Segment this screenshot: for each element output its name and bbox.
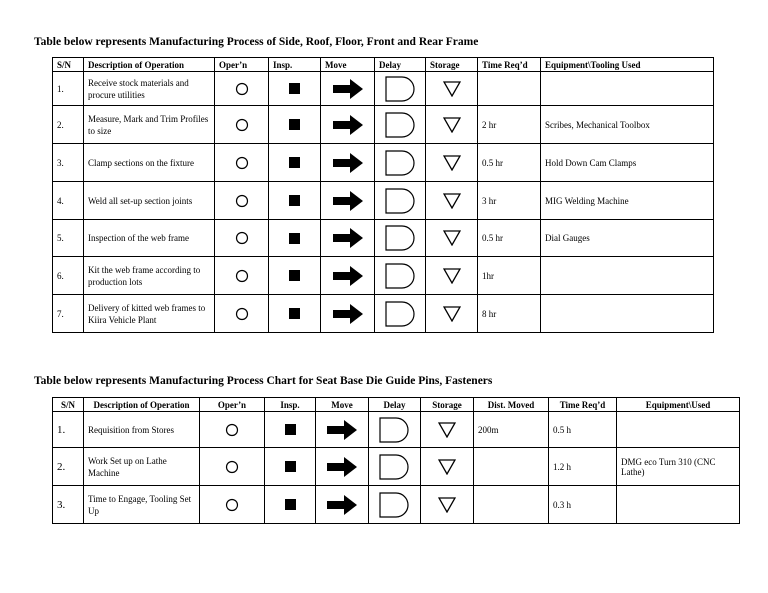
time-required: 0.5 hr — [478, 144, 541, 182]
operation-circle-icon — [215, 295, 269, 333]
table-row — [53, 144, 714, 182]
inspection-square-icon — [269, 106, 321, 144]
equipment-used: Dial Gauges — [541, 220, 714, 257]
inspection-square-icon — [269, 220, 321, 257]
table-row — [53, 486, 740, 524]
distance-moved — [474, 486, 549, 524]
row-number: 6. — [53, 257, 84, 295]
row-number: 3. — [53, 144, 84, 182]
equipment-used — [541, 72, 714, 106]
table-row — [53, 295, 714, 333]
delay-d-icon — [375, 72, 426, 106]
move-arrow-icon — [321, 295, 375, 333]
move-arrow-icon — [316, 412, 369, 448]
column-header: S/N — [53, 398, 84, 412]
operation-description: Requisition from Stores — [84, 412, 200, 448]
move-arrow-icon — [321, 257, 375, 295]
time-required: 8 hr — [478, 295, 541, 333]
inspection-square-icon — [269, 144, 321, 182]
storage-triangle-icon — [421, 412, 474, 448]
delay-d-icon — [375, 257, 426, 295]
storage-triangle-icon — [426, 106, 478, 144]
storage-triangle-icon — [426, 295, 478, 333]
table1-title: Table below represents Manufacturing Process of Side, Roof, Floor, Front and Rear Frame — [34, 36, 479, 48]
operation-circle-icon — [200, 448, 265, 486]
operation-description: Time to Engage, Tooling Set Up — [84, 486, 200, 524]
operation-circle-icon — [215, 182, 269, 220]
distance-moved: 200m — [474, 412, 549, 448]
row-number: 4. — [53, 182, 84, 220]
column-header: Description of Operation — [84, 398, 200, 412]
column-header: Equipment\Used — [617, 398, 740, 412]
operation-circle-icon — [215, 106, 269, 144]
move-arrow-icon — [316, 448, 369, 486]
table-row — [53, 412, 740, 448]
equipment-used: Scribes, Mechanical Toolbox — [541, 106, 714, 144]
row-number: 5. — [53, 220, 84, 257]
delay-d-icon — [369, 448, 421, 486]
distance-moved — [474, 448, 549, 486]
table-row — [53, 182, 714, 220]
column-header: Oper’n — [215, 58, 269, 72]
table-row — [53, 257, 714, 295]
storage-triangle-icon — [426, 182, 478, 220]
column-header: Delay — [369, 398, 421, 412]
operation-circle-icon — [215, 220, 269, 257]
inspection-square-icon — [269, 257, 321, 295]
inspection-square-icon — [269, 182, 321, 220]
column-header: Move — [316, 398, 369, 412]
time-required: 1hr — [478, 257, 541, 295]
process-table-frames — [52, 57, 714, 333]
delay-d-icon — [375, 144, 426, 182]
equipment-used — [541, 257, 714, 295]
table-row — [53, 72, 714, 106]
operation-circle-icon — [200, 412, 265, 448]
column-header: S/N — [53, 58, 84, 72]
delay-d-icon — [375, 220, 426, 257]
row-number: 2. — [53, 106, 84, 144]
move-arrow-icon — [321, 220, 375, 257]
column-header: Time Req’d — [478, 58, 541, 72]
time-required: 3 hr — [478, 182, 541, 220]
operation-description: Work Set up on Lathe Machine — [84, 448, 200, 486]
delay-d-icon — [375, 182, 426, 220]
operation-description: Delivery of kitted web frames to Kiira Vehicle Plant — [84, 295, 215, 333]
table2-title: Table below represents Manufacturing Process Chart for Seat Base Die Guide Pins, Fasteners — [34, 375, 493, 387]
inspection-square-icon — [269, 72, 321, 106]
time-required: 1.2 h — [549, 448, 617, 486]
process-chart-guide-pins — [52, 397, 740, 524]
table-row — [53, 220, 714, 257]
column-header: Time Req’d — [549, 398, 617, 412]
column-header: Description of Operation — [84, 58, 215, 72]
storage-triangle-icon — [426, 72, 478, 106]
move-arrow-icon — [321, 72, 375, 106]
operation-description: Measure, Mark and Trim Profiles to size — [84, 106, 215, 144]
equipment-used: Hold Down Cam Clamps — [541, 144, 714, 182]
storage-triangle-icon — [426, 144, 478, 182]
column-header: Move — [321, 58, 375, 72]
operation-circle-icon — [215, 72, 269, 106]
operation-circle-icon — [200, 486, 265, 524]
column-header: Equipment\Tooling Used — [541, 58, 714, 72]
table-row — [53, 106, 714, 144]
move-arrow-icon — [321, 106, 375, 144]
column-header: Insp. — [269, 58, 321, 72]
move-arrow-icon — [321, 144, 375, 182]
equipment-used — [617, 412, 740, 448]
time-required: 0.5 h — [549, 412, 617, 448]
operation-description: Receive stock materials and procure utilities — [84, 72, 215, 106]
storage-triangle-icon — [426, 257, 478, 295]
inspection-square-icon — [269, 295, 321, 333]
time-required: 0.3 h — [549, 486, 617, 524]
operation-description: Weld all set-up section joints — [84, 182, 215, 220]
column-header: Delay — [375, 58, 426, 72]
move-arrow-icon — [316, 486, 369, 524]
time-required: 2 hr — [478, 106, 541, 144]
inspection-square-icon — [265, 486, 316, 524]
equipment-used: DMG eco Turn 310 (CNC Lathe) — [617, 448, 740, 486]
row-number: 1. — [53, 412, 84, 448]
row-number: 3. — [53, 486, 84, 524]
storage-triangle-icon — [426, 220, 478, 257]
column-header: Storage — [421, 398, 474, 412]
time-required — [478, 72, 541, 106]
equipment-used — [617, 486, 740, 524]
operation-circle-icon — [215, 144, 269, 182]
inspection-square-icon — [265, 448, 316, 486]
equipment-used — [541, 295, 714, 333]
column-header: Storage — [426, 58, 478, 72]
inspection-square-icon — [265, 412, 316, 448]
operation-description: Inspection of the web frame — [84, 220, 215, 257]
column-header: Dist. Moved — [474, 398, 549, 412]
equipment-used: MIG Welding Machine — [541, 182, 714, 220]
operation-description: Kit the web frame according to production lots — [84, 257, 215, 295]
row-number: 1. — [53, 72, 84, 106]
row-number: 7. — [53, 295, 84, 333]
table1-header-row — [53, 58, 714, 72]
row-number: 2. — [53, 448, 84, 486]
storage-triangle-icon — [421, 486, 474, 524]
column-header: Insp. — [265, 398, 316, 412]
move-arrow-icon — [321, 182, 375, 220]
operation-circle-icon — [215, 257, 269, 295]
storage-triangle-icon — [421, 448, 474, 486]
column-header: Oper’n — [200, 398, 265, 412]
delay-d-icon — [369, 412, 421, 448]
table-row — [53, 448, 740, 486]
delay-d-icon — [369, 486, 421, 524]
operation-description: Clamp sections on the fixture — [84, 144, 215, 182]
table2-header-row — [53, 398, 740, 412]
time-required: 0.5 hr — [478, 220, 541, 257]
delay-d-icon — [375, 295, 426, 333]
delay-d-icon — [375, 106, 426, 144]
